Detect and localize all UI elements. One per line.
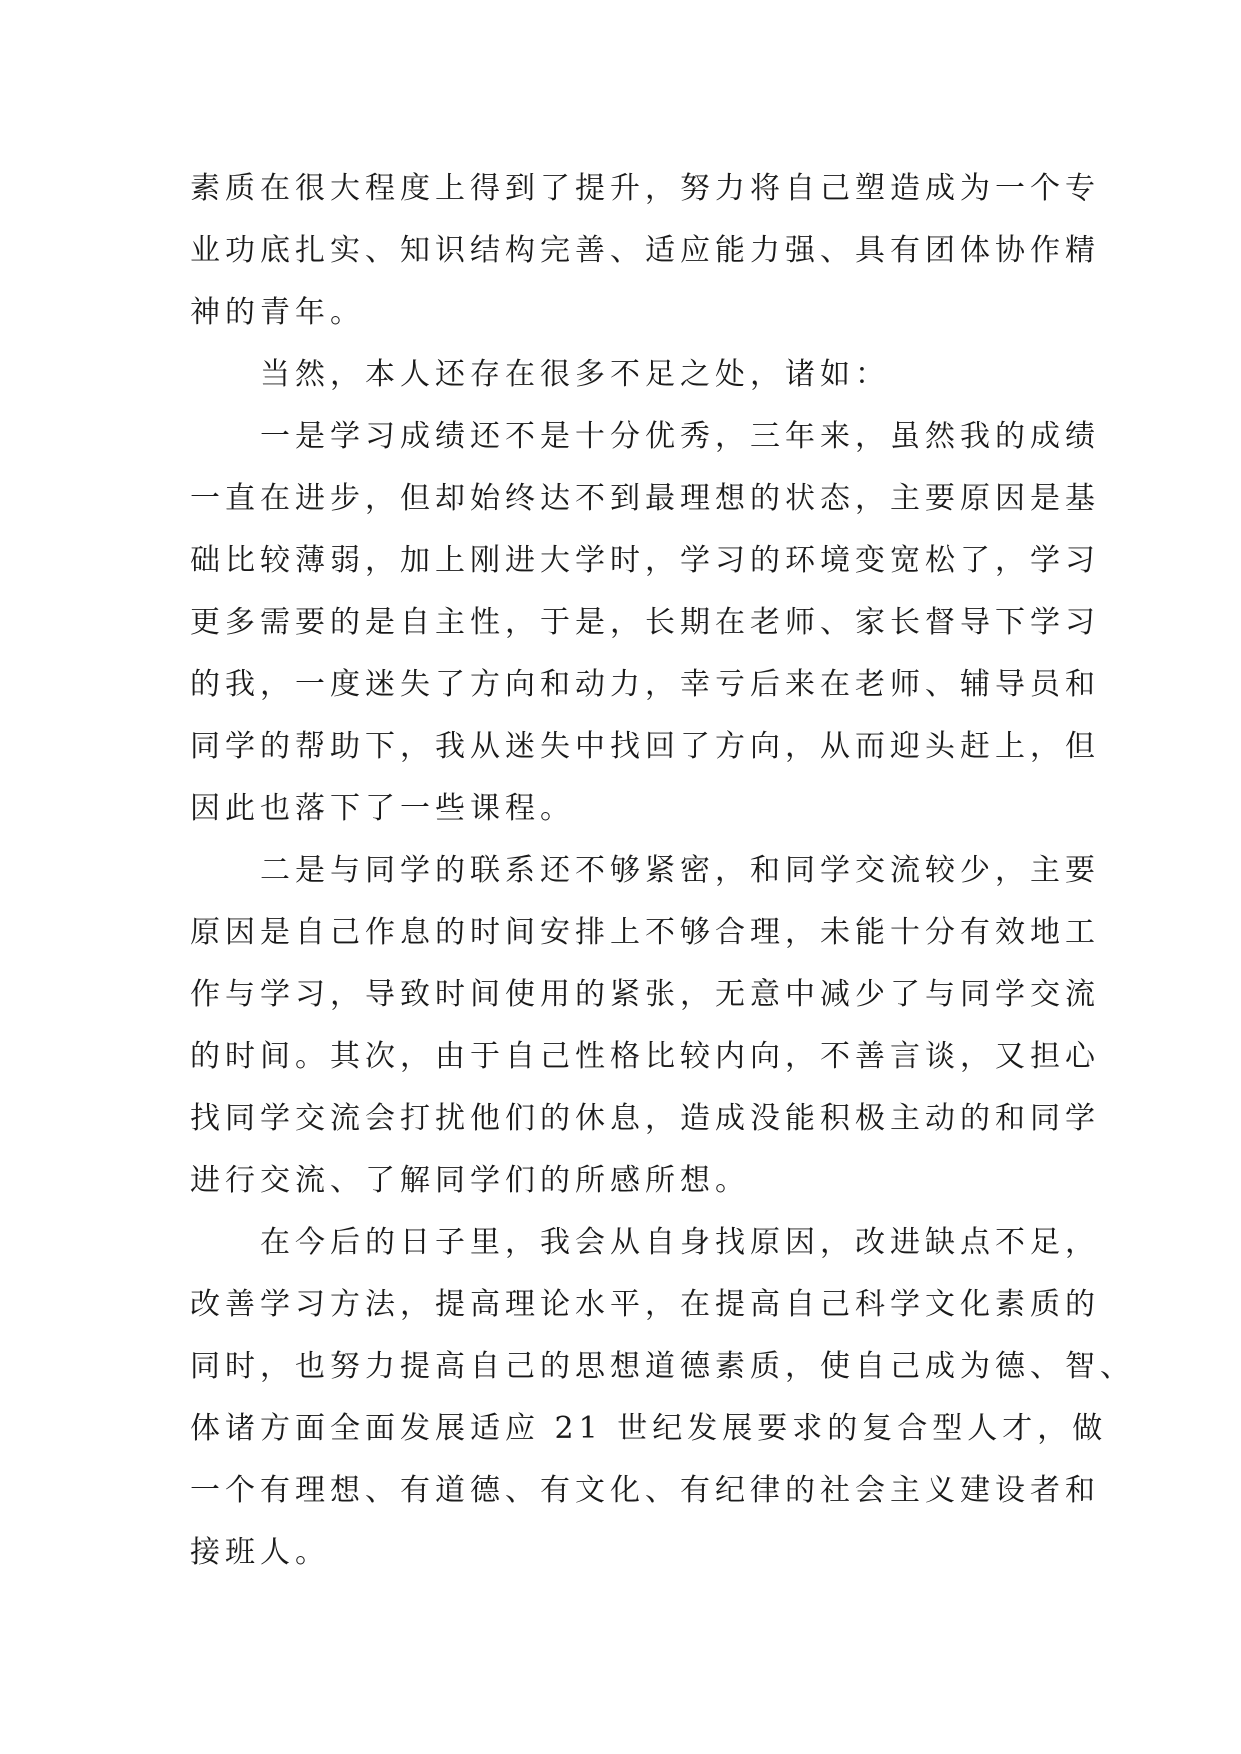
text-line: 业功底扎实、知识结构完善、适应能力强、具有团体协作精 [190,233,1100,268]
text-line: 一直在进步，但却始终达不到最理想的状态，主要原因是基 [190,481,1100,516]
text-line: 神的青年。 [190,295,365,330]
text-line: 原因是自己作息的时间安排上不够合理，未能十分有效地工 [190,915,1100,950]
body-text [190,158,1135,1584]
text-line: 同时，也努力提高自己的思想道德素质，使自己成为德、智、 [190,1349,1135,1384]
text-line: 体诸方面全面发展适应 21 世纪发展要求的复合型人才，做 [190,1411,1108,1446]
text-line: 同学的帮助下，我从迷失中找回了方向，从而迎头赶上，但 [190,729,1100,764]
text-line: 的我，一度迷失了方向和动力，幸亏后来在老师、辅导员和 [190,667,1100,702]
text-line: 找同学交流会打扰他们的休息，造成没能积极主动的和同学 [190,1101,1100,1136]
text-line: 础比较薄弱，加上刚进大学时，学习的环境变宽松了，学习 [190,543,1100,578]
text-line: 改善学习方法，提高理论水平，在提高自己科学文化素质的 [190,1287,1100,1322]
paragraph-start-line: 当然，本人还存在很多不足之处，诸如： [260,357,890,392]
text-line: 因此也落下了一些课程。 [190,791,575,826]
text-line: 进行交流、了解同学们的所感所想。 [190,1163,750,1198]
text-line: 素质在很大程度上得到了提升，努力将自己塑造成为一个专 [190,171,1100,206]
text-line: 的时间。其次，由于自己性格比较内向，不善言谈，又担心 [190,1039,1100,1074]
text-line: 作与学习，导致时间使用的紧张，无意中减少了与同学交流 [190,977,1100,1012]
paragraph-start-line: 一是学习成绩还不是十分优秀，三年来，虽然我的成绩 [260,419,1100,454]
text-line: 接班人。 [190,1535,330,1570]
paragraph-start-line: 二是与同学的联系还不够紧密，和同学交流较少，主要 [260,853,1100,888]
text-line: 更多需要的是自主性，于是，长期在老师、家长督导下学习 [190,605,1100,640]
paragraph-start-line: 在今后的日子里，我会从自身找原因，改进缺点不足， [260,1225,1100,1260]
text-line: 一个有理想、有道德、有文化、有纪律的社会主义建设者和 [190,1473,1100,1508]
